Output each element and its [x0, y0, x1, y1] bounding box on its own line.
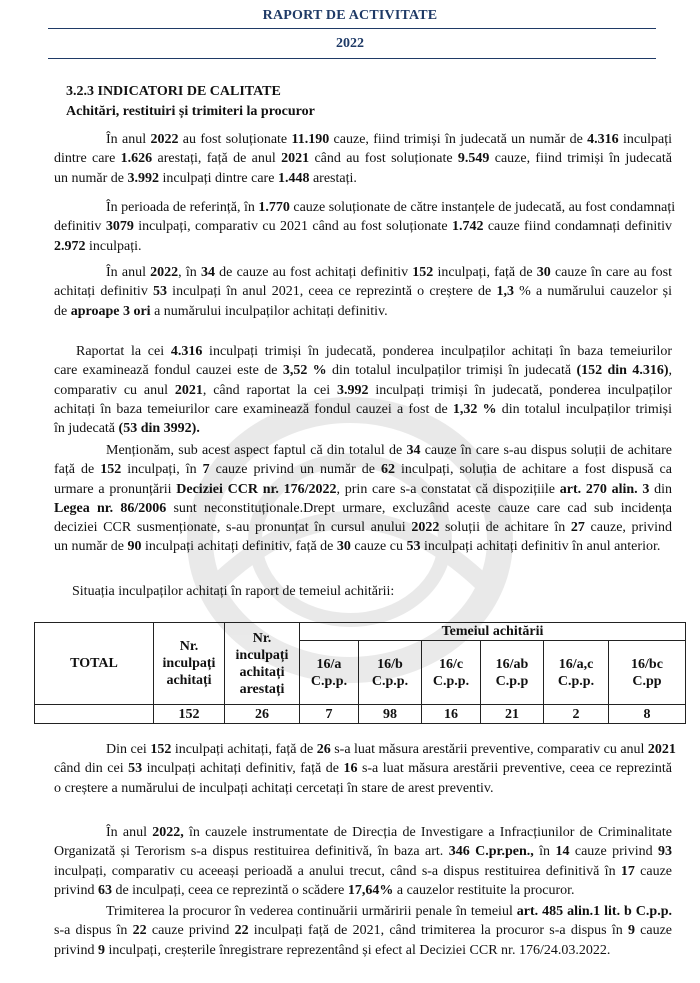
paragraph-solved-cases — [54, 130, 672, 188]
report-year: 2022 — [336, 36, 364, 51]
text-line: definitiv 3079 inculpați, comparativ cu 2021 când au fost soluționate 1.742 cauze fiind condamnați definitiv — [54, 219, 672, 235]
acquitted-header-cell: Nr. inculpați achitați — [154, 623, 225, 705]
text-line: un număr de 90 inculpați achitați definitiv, față de 30 cauze cu 53 inculpați achitați definitiv în anul anterior. — [54, 539, 661, 555]
ground-header-cell: 16/bc C.pp — [609, 641, 686, 705]
text-line: În anul 2022, în 34 de cauze au fost achitați definitiv 152 inculpați, față de 30 cauze în care au fost — [106, 265, 673, 280]
text-line: o creștere a numărului de inculpați achitați cercetați în stare de arest preventiv. — [54, 780, 494, 796]
text-line: achitați în baza temeiurilor care examinează fondul cauzei a fost de 1,32 % din totalul inculpaților trimiși — [54, 401, 672, 417]
text-line: Raportat la cei 4.316 inculpați trimiși în judecată, ponderea inculpaților achitați în baza temeiurilor — [76, 344, 672, 359]
paragraph-restitutions — [54, 823, 672, 900]
text-line: un număr de 3.992 inculpați dintre care 1.448 arestați. — [54, 170, 357, 186]
ground-value-cell: 16 — [422, 705, 481, 724]
text-line: care examinează fondul cauzei este de 3,52 % din totalul inculpaților trimiși în judecată (152 din 4.316), — [54, 363, 672, 379]
text-line: Legea nr. 86/2006 sunt neconstituționale.Drept urmare, excluzând aceste cauze care cad sub incidența — [54, 500, 672, 516]
text-line: În anul 2022, în cauzele instrumentate de Direcția de Investigare a Infracțiunilor de Criminalitate — [106, 825, 672, 840]
ground-header-cell: 16/a C.p.p. — [300, 641, 359, 705]
ground-value-cell: 8 — [609, 705, 686, 724]
text-line: achitați definitiv 53 inculpați în anul 2021, ceea ce reprezintă o creștere de 1,3 % a numărului cauzelor și — [54, 284, 673, 300]
text-line: 2.972 inculpați. — [54, 238, 142, 254]
paragraph-referrals — [54, 902, 672, 960]
section-title: 3.2.3 INDICATORI DE CALITATE — [66, 84, 281, 99]
text-line: Menționăm, sub acest aspect faptul că din totalul de 34 cauze în care s-au dispus soluții de achitare — [106, 443, 672, 458]
acquittal-grounds-table — [34, 622, 686, 724]
ground-header-cell: 16/a,c C.p.p. — [544, 641, 609, 705]
paragraph-acquittals — [54, 263, 672, 321]
ground-header-cell: 16/b C.p.p. — [359, 641, 422, 705]
paragraph-table-intro — [54, 582, 672, 601]
text-line: dintre care 1.626 arestați, față de anul 2021 când au fost soluționate 9.549 cauze, fiind trimiși în judecată — [54, 151, 672, 167]
report-title: RAPORT DE ACTIVITATE — [262, 8, 438, 23]
text-line: de aproape 3 ori a numărului inculpaților achitați definitiv. — [54, 303, 388, 319]
arrested-value-cell: 26 — [225, 705, 300, 724]
ground-value-cell: 2 — [544, 705, 609, 724]
text-line: urmare a pronunțării Deciziei CCR nr. 176/2022, prin care s-a constatat că dispozițiile art. 270 alin. 3 din — [54, 481, 672, 497]
total-value-empty — [35, 705, 154, 724]
arrested-header-cell: Nr. inculpați achitați arestați — [225, 623, 300, 705]
text-line: inculpați, comparativ cu aceeași perioadă a anului trecut, când s-a dispus restituirea definitivă în 17 cauze — [54, 863, 672, 879]
text-line: față de 152 inculpați, în 7 cauze privind un număr de 62 inculpați, soluția de achitare a fost dispusă ca — [54, 462, 672, 478]
header-rule-bottom — [48, 58, 656, 59]
paragraph-acquittal-share — [54, 342, 672, 438]
text-line: comparativ cu anul 2021, când raportat la cei 3.992 inculpați trimiși în judecată, ponderea inculpaților — [54, 382, 672, 398]
text-line: Trimiterea la procuror în vederea continuării urmăririi penale în temeiul art. 485 alin.1 lit. b C.p.p. — [106, 904, 672, 919]
ground-value-cell: 21 — [481, 705, 544, 724]
text-line: când din cei 53 inculpați achitați definitiv, față de 16 s-a luat măsura arestării preventive, ceea ce reprezintă — [54, 761, 673, 777]
text-line: În anul 2022 au fost soluționate 11.190 cauze, fiind trimiși în judecată un număr de 4.316 inculpați — [106, 132, 673, 147]
ground-value-cell: 98 — [359, 705, 422, 724]
paragraph-ccr-decision — [54, 441, 672, 557]
text-line: Situația inculpaților achitați în raport de temeiul achitării: — [72, 584, 395, 599]
text-line: privind 63 de inculpați, ceea ce reprezintă o scădere 17,64% a cauzelor restituite la procuror. — [54, 882, 575, 898]
paragraph-preventive-arrest — [54, 740, 676, 798]
text-line: deciziei CCR susmenționate, s-au pronunțat în cursul anului 2022 soluții de achitare în 27 cauze, privind — [54, 520, 672, 536]
acquitted-value-cell: 152 — [154, 705, 225, 724]
text-line: Organizată și Terorism s-a dispus restituirea definitivă, în baza art. 346 C.pr.pen., în 14 cauze privind 93 — [54, 844, 672, 860]
ground-header-cell: 16/c C.p.p. — [422, 641, 481, 705]
text-line: s-a dispus în 22 cauze privind 22 inculpați față de 2021, când trimiterea la procuror s-a dispus în 9 cauze — [54, 923, 673, 939]
text-line: În perioada de referință, în 1.770 cauze soluționate de către instanțele de judecată, au fost condamnați — [106, 200, 676, 215]
text-line: privind 9 inculpați, creșterile înregistrare reprezentând și efect al Deciziei CCR nr. 176/24.03.2022. — [54, 942, 611, 958]
ground-value-cell: 7 — [300, 705, 359, 724]
header-rule-top — [48, 28, 656, 29]
text-line: Din cei 152 inculpați achitați, față de 26 s-a luat măsura arestării preventive, comparativ cu anul 2021 — [106, 742, 676, 757]
total-label-cell: TOTAL — [35, 623, 154, 705]
ground-header-cell: 16/ab C.p.p — [481, 641, 544, 705]
section-subtitle: Achitări, restituiri și trimiteri la procuror — [66, 104, 315, 119]
text-line: în judecată (53 din 3992). — [54, 421, 200, 437]
grounds-group-header: Temeiul achitării — [300, 623, 686, 641]
paragraph-convictions — [54, 198, 676, 256]
